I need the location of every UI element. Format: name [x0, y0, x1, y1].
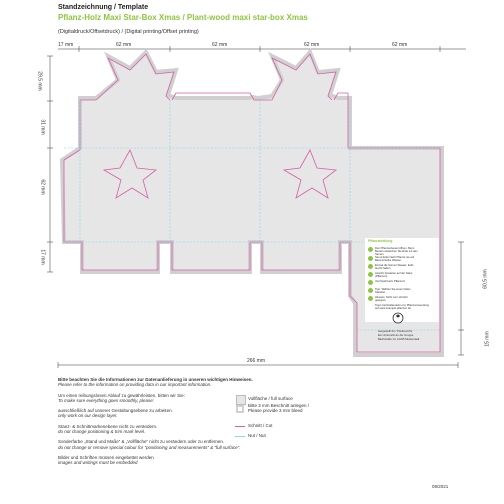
print-mode: (Digitaldruck/Offsetdruck) / (Digital printing/Offset printing) — [58, 29, 199, 35]
dim-top-4: 62 mm — [392, 42, 408, 48]
note-5-en: images and writings must be embedded — [58, 460, 138, 466]
note-4-en: do not change or remove special colour for “positioning and measurements” & “full surface”. — [58, 444, 241, 450]
location-icon — [368, 288, 373, 293]
groove-line-swatch — [235, 436, 245, 437]
eco-company-line-1: Ein Unternehmen der Gruppe — [378, 334, 414, 337]
eco-logo-text: Hergestellt für / Produced for — [378, 330, 413, 333]
dim-top-1: 62 mm — [116, 42, 132, 48]
pot-icon — [368, 256, 373, 261]
note-3-en: do not change positioning & trim mark level. — [58, 429, 146, 435]
dim-top-3: 62 mm — [304, 42, 320, 48]
eco-step-1: Den Pflanzenbeutel öffnen. Beim Beutel entweichen Sie Erde mit den Samen. — [368, 247, 419, 256]
note-2-en: only work on our design layer. — [58, 413, 118, 419]
dim-right-0: 60,5 mm — [482, 269, 489, 289]
note-4-de: Sonderfarbe „Stand und Maße“ & „Vollfläche“ nicht zu verändern oder zu entfernen. — [58, 439, 225, 445]
dim-left-3: 17 mm — [39, 249, 46, 265]
template-subtitle: Pflanz-Holz Maxi Star-Box Xmas / Plant-wood maxi star-box Xmas — [58, 13, 308, 22]
legend-cut: Schnitt / Cut — [248, 423, 273, 428]
notes-block — [58, 377, 338, 466]
sun-icon — [368, 272, 373, 277]
note-1-en: To make sure everything goes smoothly, please: — [58, 397, 155, 403]
eco-step-2: Sie ist Erde Nach Pflanze sie auf Baumscheibe Wasser. — [368, 256, 419, 262]
eco-step-4: Ansicht: Erwarten auf der Natur (Pflanzen). — [368, 272, 419, 278]
eco-company-line-2: Bachstraße 14, 12345 Musterstadt — [378, 338, 420, 341]
eco-panel-title: Pflanzanleitung — [368, 239, 393, 243]
dim-left-2: 62 mm — [39, 179, 46, 195]
legend-bleed-1: Bitte 3 mm Beschnitt anlegen / — [248, 403, 310, 408]
cut-line-swatch — [235, 426, 245, 427]
water-icon — [368, 264, 373, 269]
dim-right-1: 15 mm — [484, 331, 491, 347]
dim-top-2: 62 mm — [212, 42, 228, 48]
bleed-swatch — [236, 405, 244, 413]
eco-step-6: Tipp: Wählen Sie einen hellen Standort. — [368, 288, 419, 294]
seed-icon — [368, 247, 373, 252]
info-icon — [368, 296, 373, 301]
legend-full-surface: Vollfläche / full surface — [248, 396, 293, 401]
dim-top-0: 17 mm — [58, 42, 74, 48]
note-0-de: Bitte beachten Sie die Informationen zur Datenanlieferung in unseren wichtigen Hinweisen. — [58, 377, 253, 382]
dim-left-1: 31 mm — [39, 119, 46, 135]
eco-step-5: Viel Spaß beim Pflanzen! — [368, 280, 419, 285]
sprout-icon — [368, 280, 373, 285]
eco-step-3: Einmal die Samen Wasser, Erde feucht halten. — [368, 264, 419, 270]
legend-groove: Nut / Nut — [248, 433, 266, 438]
legend-bleed-2: Please provide 3 mm bleed — [248, 408, 303, 413]
note-3-de: Stanz- & Schnittmarkenebene nicht zu verändern. — [58, 423, 158, 429]
note-2-de: ausschließlich auf unserer Gestaltungsebene zu arbeiten. — [58, 408, 173, 414]
eco-url: Tipps bei Reklamation zur Pflanzverwendung auf www.example-pflanzen.de — [375, 304, 429, 310]
note-5-de: Bilder und Schriften müssen eingebettet werden — [58, 454, 154, 460]
note-1-de: Um einen reibungslosen Ablauf zu gewährleisten, bitten wir Sie: — [58, 392, 185, 398]
dim-left-0: 29,5 mm — [36, 71, 43, 91]
note-0-en: Please refer to the information on providing data in our important information. — [58, 382, 212, 388]
full-surface-swatch — [236, 395, 246, 405]
eco-step-7: Hinweis: Nicht zum Verzehr geeignet. — [368, 296, 419, 302]
dim-total-width: 266 mm — [247, 358, 266, 364]
footer-date: 09/2021 — [432, 484, 449, 489]
template-title: Standzeichnung / Template — [58, 4, 149, 11]
